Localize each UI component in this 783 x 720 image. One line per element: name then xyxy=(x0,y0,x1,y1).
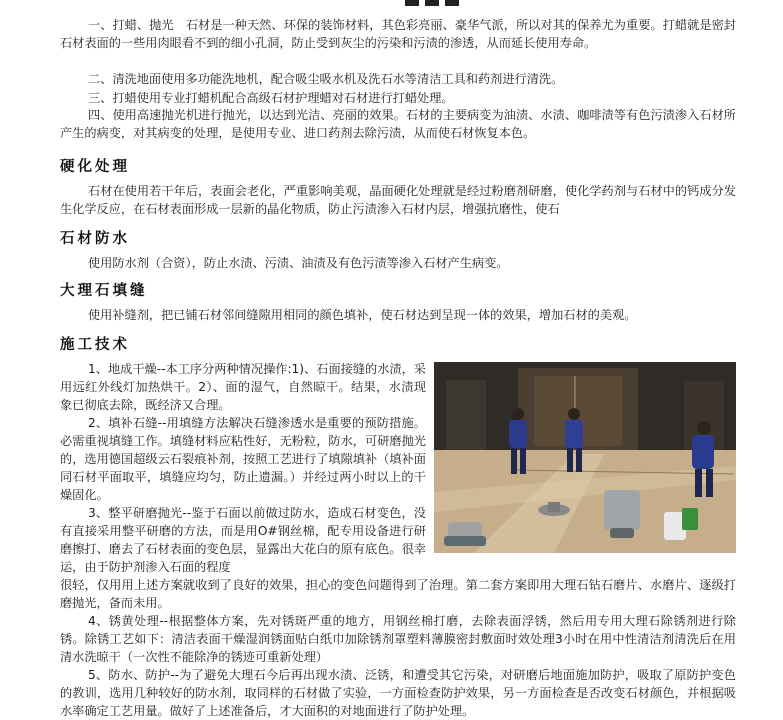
waterproof-paragraph: 使用防水剂（合资），防止水渍、污渍、油渍及有色污渍等渗入石材产生病变。 xyxy=(88,256,509,270)
construction-item-4: 4、锈黄处理--根据整体方案，先对锈斑严重的地方，用钢丝棉打磨，去除表面浮锈，然后用专用大理石除锈剂进行除锈。除锈工艺如下：清洁表面干燥湿润锈面贴白纸巾加除锈剂罩塑料薄膜密封敷面时效处理3小时在用中性清洁剂清洗后在用清水洗晾干（一次性不能除净的锈迹可重新处理） xyxy=(60,614,736,664)
intro-paragraph-1: 一、打蜡、抛光 石材是一种天然、环保的装饰材料，其色彩亮丽、豪华气派，所以对其的保养尤为重要。打蜡就是密封石材表面的一些用肉眼看不到的细小孔洞，防止受到灰尘的污染和污渍的渗透，从而延长使用寿命。 xyxy=(60,18,736,50)
heading-construction: 施工技术 xyxy=(60,337,130,353)
heading-marble-fill: 大理石填缝 xyxy=(60,283,148,299)
heading-waterproof: 石材防水 xyxy=(60,231,130,247)
construction-item-3-part-b: 很轻，仅用用上述方案就收到了良好的效果，担心的变色问题得到了治理。第二套方案即用大理石钻石磨片、水磨片、逐级打磨抛光，备而未用。 xyxy=(60,578,736,610)
construction-item-3-part-a: 3、整平研磨抛光--鉴于石面以前做过防水，造成石材变色，没有直接采用整平研磨的方法，而是用O#钢丝棉，配专用设备进行研磨擦打、磨去了石材表面的变色层，显露出大花白的原有底色。很幸运，由于防护剂渗入石面的程度 xyxy=(60,506,426,574)
marble-fill-paragraph: 使用补缝剂，把已铺石材邻间缝隙用相同的颜色填补，使石材达到呈现一体的效果，增加石材的美观。 xyxy=(88,308,637,322)
intro-paragraph-2: 二、清洗地面使用多功能洗地机，配合吸尘吸水机及洗石水等清洁工具和药剂进行清洗。 xyxy=(88,72,564,86)
heading-hardening: 硬化处理 xyxy=(60,159,130,175)
construction-item-5: 5、防水、防护--为了避免大理石今后再出现水渍、泛锈，和遭受其它污染，对研磨后地面施加防护，吸取了原防护变色的教训，选用几种较好的防水剂，取同样的石材做了实验，一方面检查防护效果，另一方面检查是否改变石材颜色，并根据吸水率确定工艺用量。做好了上述准备后，才大面积的对地面进行了防护处理。 xyxy=(60,668,736,718)
workers-polishing-floor-photo xyxy=(434,362,736,553)
intro-paragraph-4: 四、使用高速抛光机进行抛光，以达到光洁、亮丽的效果。石材的主要病变为油渍、水渍、咖啡渍等有色污渍渗入石材所产生的病变，对其病变的处理，是使用专业、进口药剂去除污渍，从而使石材恢复本色。 xyxy=(60,108,736,140)
hardening-paragraph: 石材在使用若干年后，表面会老化，严重影响美观，晶面硬化处理就是经过粉磨剂研磨，使化学药剂与石材中的钙成分发生化学反应，在石材表面形成一层新的晶化物质，防止污渍渗入石材内层，增强抗磨性，使石 xyxy=(60,184,736,216)
intro-paragraph-3: 三、打蜡使用专业打蜡机配合高级石材护理蜡对石材进行打蜡处理。 xyxy=(88,91,454,105)
top-cropped-heading-fragment xyxy=(0,0,783,10)
construction-item-2: 2、填补石缝--用填缝方法解决石缝渗透水是重要的预防措施。必需重视填缝工作。填缝材料应粘性好，无粉粒，防水，可研磨抛光的，选用德国超级云石裂痕补剂，按照工艺进行了填隙填补（填补面同石材平面取平，填缝应均匀，防止遗漏。）并经过两小时以上的干燥固化。 xyxy=(60,416,426,502)
construction-item-1: 1、地成干燥--本工序分两种情况操作:1)、石面接缝的水渍，采用远红外线灯加热烘干。2）、面的湿气，自然晾干。结果，水渍现象已彻底去除，既经济又合理。 xyxy=(60,362,426,412)
